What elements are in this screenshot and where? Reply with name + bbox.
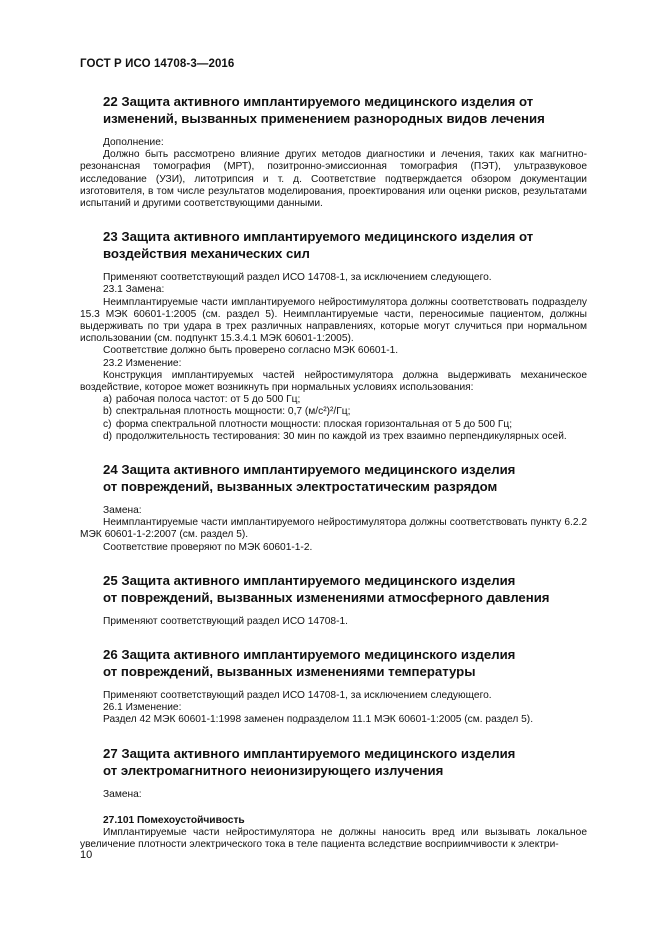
list-item: c) форма спектральной плотности мощности: плоская горизонтальная от 5 до 500 Гц; [103, 418, 513, 430]
section-23-title [80, 228, 587, 262]
section-26-lead: Применяют соответствующий раздел ИСО 14708-1, за исключением следующего. [103, 690, 492, 702]
section-23-title-line2: воздействия механических сил [103, 246, 310, 262]
section-23-lead: Применяют соответствующий раздел ИСО 14708-1, за исключением следующего. [103, 272, 492, 284]
section-26-title-line1: 26 Защита активного имплантируемого медицинского изделия [103, 647, 516, 663]
section-27-101-body: Имплантируемые части нейростимулятора не должны наносить вред или вызывать локальное увеличение плотности электрического тока в теле пациента вследствие восприимчивости к электри- [80, 827, 587, 851]
page-number: 10 [80, 849, 93, 861]
section-25-title [80, 572, 587, 606]
section-25-body: Применяют соответствующий раздел ИСО 14708-1. [103, 615, 348, 627]
section-23-2-label: 23.2 Изменение: [103, 357, 182, 369]
section-27-title [80, 745, 587, 779]
section-23 [80, 228, 587, 443]
section-22-title-line1: 22 Защита активного имплантируемого медицинского изделия от [103, 94, 534, 109]
section-26-1-body: Раздел 42 МЭК 60601-1:1998 заменен подразделом 11.1 МЭК 60601-1:2005 (см. раздел 5). [103, 714, 534, 726]
section-22-lead: Дополнение: [103, 137, 164, 148]
section-24-title-line1: 24 Защита активного имплантируемого медицинского изделия [103, 462, 516, 478]
section-26-title [80, 646, 587, 680]
section-22 [80, 93, 587, 210]
section-24-title [80, 461, 587, 495]
section-23-1-label: 23.1 Замена: [103, 284, 165, 296]
section-26-title-line2: от повреждений, вызванных изменениями температуры [103, 664, 476, 680]
section-27-101-title: 27.101 Помехоустойчивость [103, 814, 245, 826]
section-24-lead: Замена: [103, 505, 142, 517]
list-item: a) рабочая полоса частот: от 5 до 500 Гц; [103, 394, 301, 406]
section-22-title [80, 93, 587, 127]
section-23-title-line1: 23 Защита активного имплантируемого медицинского изделия от [103, 229, 534, 245]
section-27-title-line2: от электромагнитного неионизирующего излучения [103, 762, 444, 778]
section-25 [80, 572, 587, 628]
section-23-2-body: Конструкция имплантируемых частей нейростимулятора должна выдерживать механическое воздействие, которое может возникнуть при нормальных условиях использования: [80, 369, 587, 394]
section-25-title-line2: от повреждений, вызванных изменениями атмосферного давления [103, 589, 550, 605]
section-22-body: Должно быть рассмотрено влияние других методов диагностики и лечения, таких как магнитно-резонансная томография (МРТ), позитронно-эмиссионная томография (ПЭТ), ультразвуковое исследование (УЗИ), литотрипсия и т. д. Соответствие подтверждается обзором документации изготовителя, в том числе результатов моделирования, проектирования или оценки рисков, результатами испытаний и другими соответствующими данными. [80, 149, 587, 210]
section-24-title-line2: от повреждений, вызванных электростатическим разрядом [103, 479, 498, 495]
list-item: d) продолжительность тестирования: 30 мин по каждой из трех взаимно перпендикулярных осей. [103, 430, 567, 442]
section-23-1-body: Неимплантируемые части имплантируемого нейростимулятора должны соответствовать подразделу 15.3 МЭК 60601-1:2005 (см. раздел 5). Неимплантируемые части, переносимые пациентом, должны выдерживать по три удара в трех различных направлениях, которые могут случиться при нормальном использовании (см. подпункт 15.3.4.1 МЭК 60601-1:2005). [80, 296, 587, 345]
section-27 [80, 745, 587, 852]
section-26 [80, 646, 587, 727]
section-24 [80, 461, 587, 554]
section-25-title-line1: 25 Защита активного имплантируемого медицинского изделия [103, 572, 516, 588]
list-item: b) спектральная плотность мощности: 0,7 (м/с²)²/Гц; [103, 406, 351, 418]
section-26-1-label: 26.1 Изменение: [103, 702, 182, 714]
section-27-title-line1: 27 Защита активного имплантируемого медицинского изделия [103, 745, 516, 761]
document-header: ГОСТ Р ИСО 14708-3—2016 [80, 58, 235, 70]
section-24-compliance: Соответствие проверяют по МЭК 60601-1-2. [103, 541, 313, 553]
section-24-body: Неимплантируемые части имплантируемого нейростимулятора должны соответствовать пункту 6.2.2 МЭК 60601-1-2:2007 (см. раздел 5). [80, 517, 587, 541]
section-22-title-line2: изменений, вызванных применением разнородных видов лечения [103, 111, 545, 126]
section-27-lead: Замена: [103, 788, 142, 800]
section-23-1-compliance: Соответствие должно быть проверено согласно МЭК 60601-1. [103, 345, 399, 357]
page-content [80, 93, 587, 852]
